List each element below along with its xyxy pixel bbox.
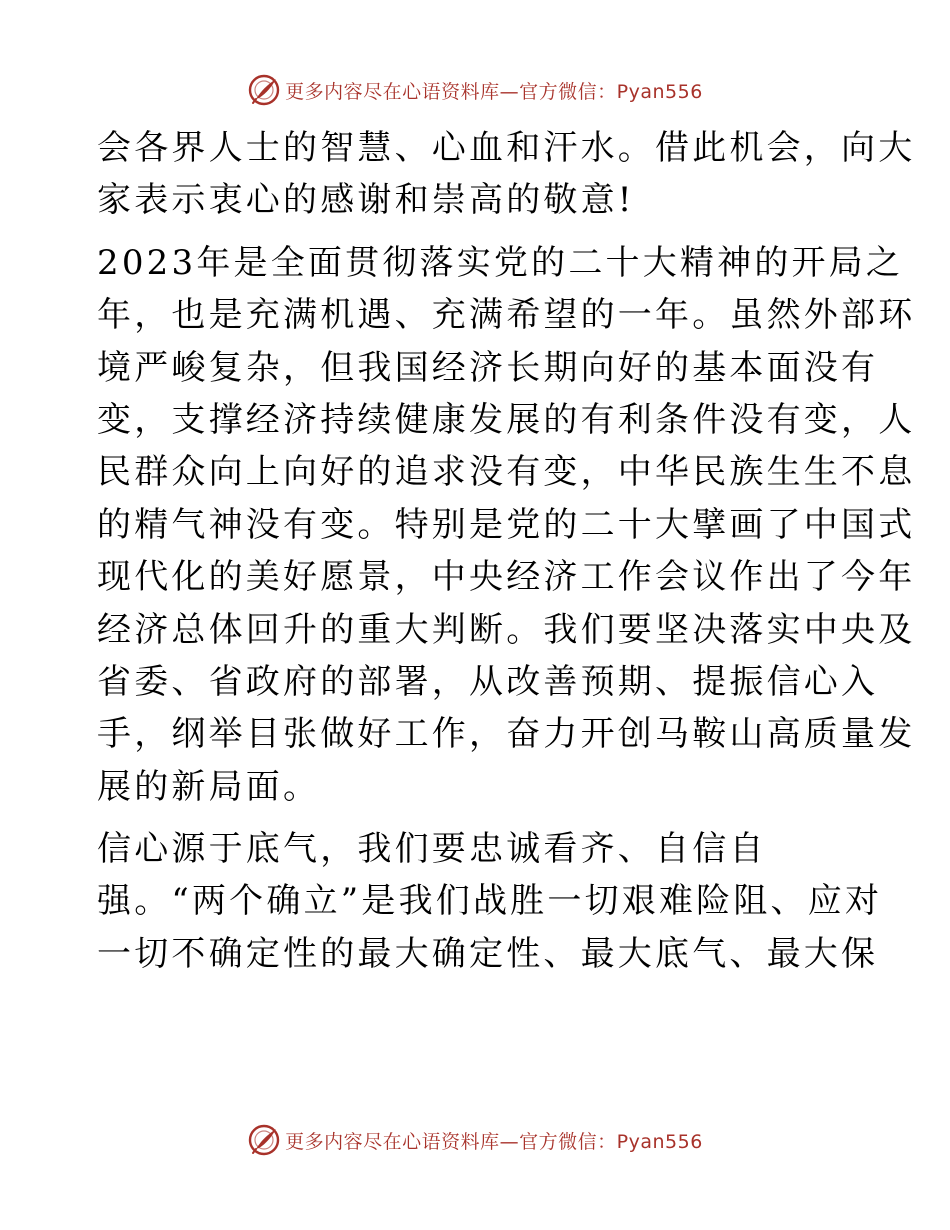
text-line: 年，也是充满机遇、充满希望的一年。虽然外部环	[97, 295, 916, 336]
text-line: 省委、省政府的部署，从改善预期、提振信心入	[97, 661, 879, 702]
text-line: 2023年是全面贯彻落实党的二十大精神的开局之	[97, 242, 904, 283]
text-line: 展的新局面。	[97, 766, 321, 807]
text-line: 经济总体回升的重大判断。我们要坚决落实中央及	[97, 609, 916, 650]
document-body	[97, 122, 916, 980]
text-line: 强。“两个确立”是我们战胜一切艰难险阻、应对	[97, 881, 883, 922]
text-line: 现代化的美好愿景，中央经济工作会议作出了今年	[97, 557, 916, 598]
paragraph-2	[97, 237, 916, 813]
header-watermark-text: 更多内容尽在心语资料库—官方微信：Pyan556	[285, 80, 703, 103]
text-line: 手，纲举目张做好工作，奋力开创马鞍山高质量发	[97, 714, 916, 755]
footer-watermark-text: 更多内容尽在心语资料库—官方微信：Pyan556	[285, 1130, 703, 1153]
header-watermark	[0, 70, 950, 110]
text-line: 境严峻复杂，但我国经济长期向好的基本面没有	[97, 347, 879, 388]
paragraph-1	[97, 122, 916, 227]
text-line: 信心源于底气，我们要忠诚看齐、自信自	[97, 829, 767, 870]
paragraph-3	[97, 823, 883, 980]
footer-watermark	[0, 1120, 950, 1160]
text-line: 的精气神没有变。特别是党的二十大擘画了中国式	[97, 504, 916, 545]
text-line: 民群众向上向好的追求没有变，中华民族生生不息	[97, 452, 916, 493]
text-line: 会各界人士的智慧、心血和汗水。借此机会，向大	[97, 128, 916, 168]
quill-logo-icon	[247, 73, 281, 107]
text-line: 变，支撑经济持续健康发展的有利条件没有变，人	[97, 399, 916, 440]
text-line: 一切不确定性的最大确定性、最大底气、最大保	[97, 933, 879, 974]
quill-logo-icon	[247, 1123, 281, 1157]
text-line: 家表示衷心的感谢和崇高的敬意!	[97, 180, 635, 221]
